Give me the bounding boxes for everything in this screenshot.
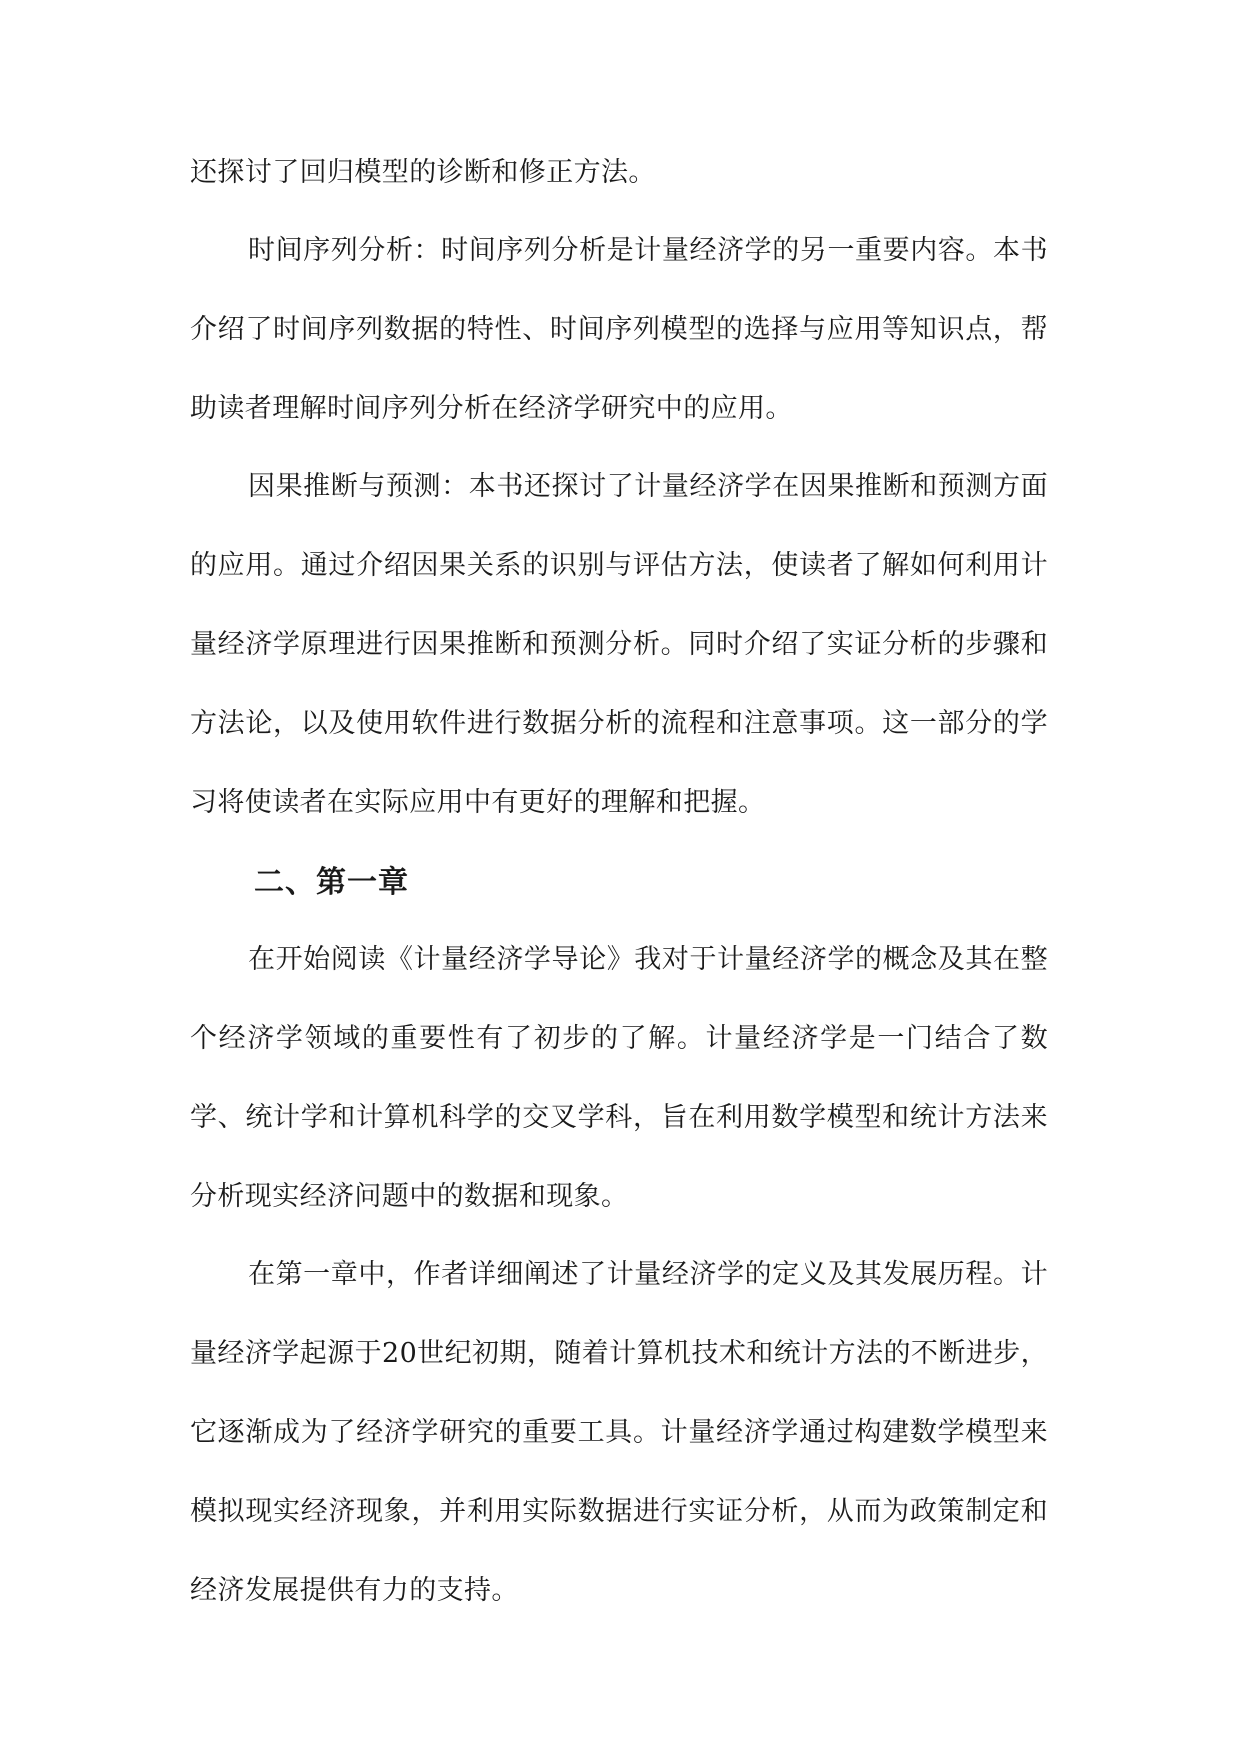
paragraph-time-series: 时间序列分析：时间序列分析是计量经济学的另一重要内容。本书介绍了时间序列数据的特性、时间序列模型的选择与应用等知识点，帮助读者理解时间序列分析在经济学研究中的应用。: [190, 235, 1048, 424]
paragraph-causal-inference: 因果推断与预测：本书还探讨了计量经济学在因果推断和预测方面的应用。通过介绍因果关系的识别与评估方法，使读者了解如何利用计量经济学原理进行因果推断和预测分析。同时介绍了实证分析的步骤和方法论，以及使用软件进行数据分析的流程和注意事项。这一部分的学习将使读者在实际应用中有更好的理解和把握。: [190, 471, 1048, 818]
section-heading-chapter-one: 二、第一章: [254, 865, 409, 900]
paragraph-intro-reading: 在开始阅读《计量经济学导论》我对于计量经济学的概念及其在整个经济学领域的重要性有了初步的了解。计量经济学是一门结合了数学、统计学和计算机科学的交叉学科，旨在利用数学模型和统计方法来分析现实经济问题中的数据和现象。: [190, 944, 1048, 1212]
paragraph-chapter-one-definition: 在第一章中，作者详细阐述了计量经济学的定义及其发展历程。计量经济学起源于20世纪初期，随着计算机技术和统计方法的不断进步，它逐渐成为了经济学研究的重要工具。计量经济学通过构建数学模型来模拟现实经济现象，并利用实际数据进行实证分析，从而为政策制定和经济发展提供有力的支持。: [190, 1259, 1048, 1606]
paragraph-regression-continued: 还探讨了回归模型的诊断和修正方法。: [190, 157, 656, 188]
